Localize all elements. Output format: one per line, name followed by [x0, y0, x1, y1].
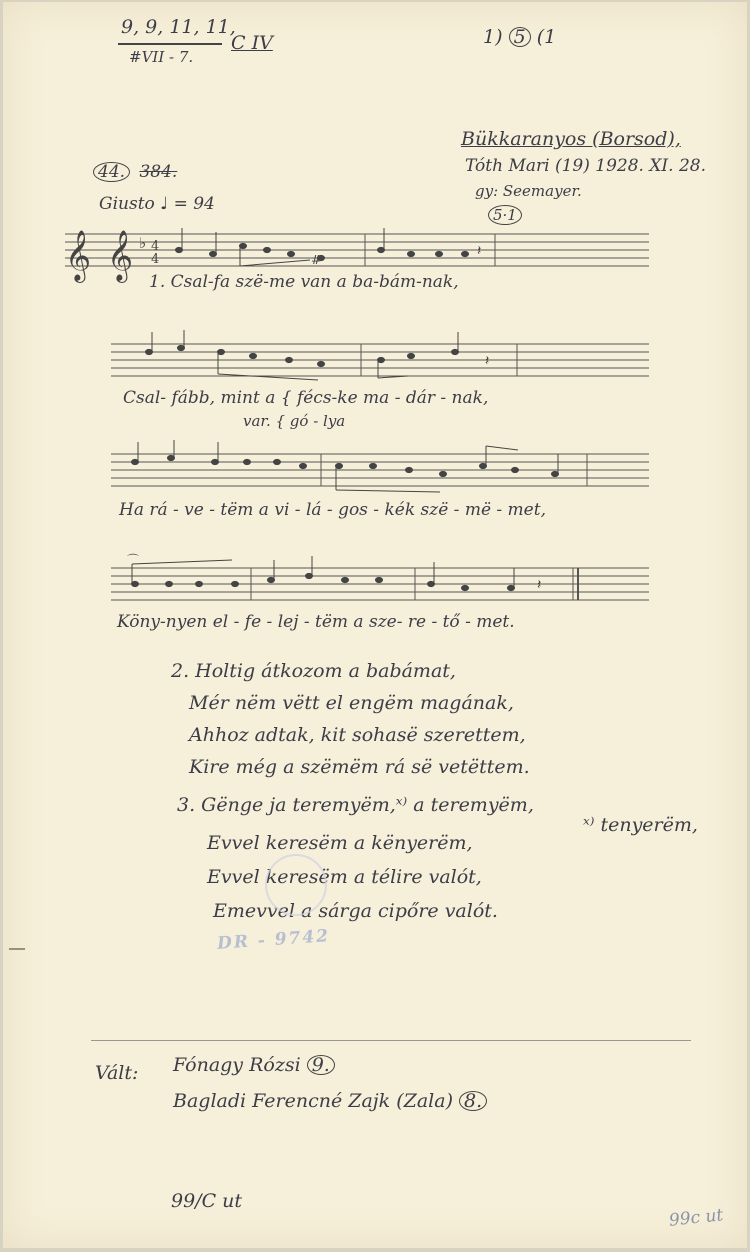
lyric-line-3: Ha rá - ve - tëm a vi - lá - gos - kék szë - më - met, — [119, 500, 546, 520]
staff-2 — [3, 334, 747, 394]
verse-2-line-1: 2. Holtig átkozom a babámat, — [171, 660, 456, 682]
svg-text:4: 4 — [151, 252, 160, 267]
verse-2-line-2: Mér nëm vëtt el engëm magának, — [189, 692, 514, 714]
corner-code: 99c ut — [668, 1205, 725, 1231]
stamp-number: DR - 9742 — [216, 926, 331, 954]
classification-top: 9, 9, 11, 11, — [121, 16, 236, 38]
svg-text:#: # — [311, 253, 322, 267]
classification-fraction-line — [118, 43, 222, 45]
tempo-marking: Giusto ♩ = 94 — [99, 194, 215, 214]
tune-number — [93, 162, 177, 182]
class-code: C IV — [231, 32, 273, 54]
svg-text:𝄽: 𝄽 — [485, 353, 490, 369]
variant-1: Fónagy Rózsi 9. — [173, 1054, 335, 1076]
variant-2-ref: 8. — [459, 1091, 487, 1111]
svg-text:𝄽: 𝄽 — [477, 243, 482, 259]
source-circled-ref: 5·1 — [488, 205, 522, 225]
source-singer: Tóth Mari (19) 1928. XI. 28. — [465, 156, 706, 176]
verse-2-line-4: Kire még a szëmëm rá së vetëttem. — [189, 756, 530, 778]
divider-line — [91, 1040, 691, 1041]
staff-3 — [3, 444, 747, 504]
source-collector: gy: Seemayer. — [475, 182, 582, 200]
stamp-circle — [265, 854, 327, 916]
tune-number-struck: 384. — [139, 162, 178, 182]
lyric-line-1: 1. Csal-fa szë-me van a ba-bám-nak, — [149, 272, 459, 292]
class-ref-prefix: 1) — [483, 26, 503, 48]
staff-4 — [3, 553, 747, 618]
margin-mark — [9, 948, 25, 950]
class-ref-suffix: (1 — [536, 26, 557, 48]
variants-label: Vált: — [95, 1062, 139, 1084]
tune-number-circled: 44. — [93, 162, 130, 182]
verse-2-line-3: Ahhoz adtak, kit sohasë szerettem, — [189, 724, 526, 746]
archive-code: 99/C ut — [171, 1190, 243, 1212]
verse-3-line-2: Evvel keresëm a kënyerëm, — [207, 832, 473, 854]
svg-text:♭: ♭ — [139, 234, 147, 252]
verse-3-line-3: Evvel keresëm a télire valót, — [207, 866, 482, 888]
source-place: Bükkaranyos (Borsod), — [461, 128, 681, 150]
footnote: ˣ⁾ tenyerëm, — [583, 814, 698, 836]
svg-text:𝄽: 𝄽 — [537, 577, 542, 593]
class-ref-circled: 5 — [509, 27, 531, 47]
lyric-line-2: Csal- fább, mint a { fécs-ke ma - dár - nak, — [123, 388, 489, 408]
lyric-line-4: Köny-nyen el - fe - lej - tëm a sze- re - tő - met. — [117, 612, 515, 632]
manuscript-page — [3, 2, 747, 1248]
classification-bottom: #VII - 7. — [129, 48, 194, 66]
variant-2: Bagladi Ferencné Zajk (Zala) 8. — [173, 1090, 487, 1112]
class-reference — [483, 26, 556, 48]
svg-text:𝄞: 𝄞 — [107, 230, 134, 281]
verse-3-line-4: Emevvel a sárga cipőre valót. — [213, 900, 498, 922]
variant-1-ref: 9. — [307, 1055, 335, 1075]
svg-text:𝄞: 𝄞 — [65, 230, 92, 281]
lyric-line-2-variant: var. { gó - lya — [243, 412, 346, 430]
svg-text:⌒: ⌒ — [127, 553, 140, 567]
verse-3-line-1: 3. Gënge ja teremyëm,ˣ⁾ a teremyëm, — [177, 794, 534, 816]
svg-text:4: 4 — [151, 239, 160, 254]
